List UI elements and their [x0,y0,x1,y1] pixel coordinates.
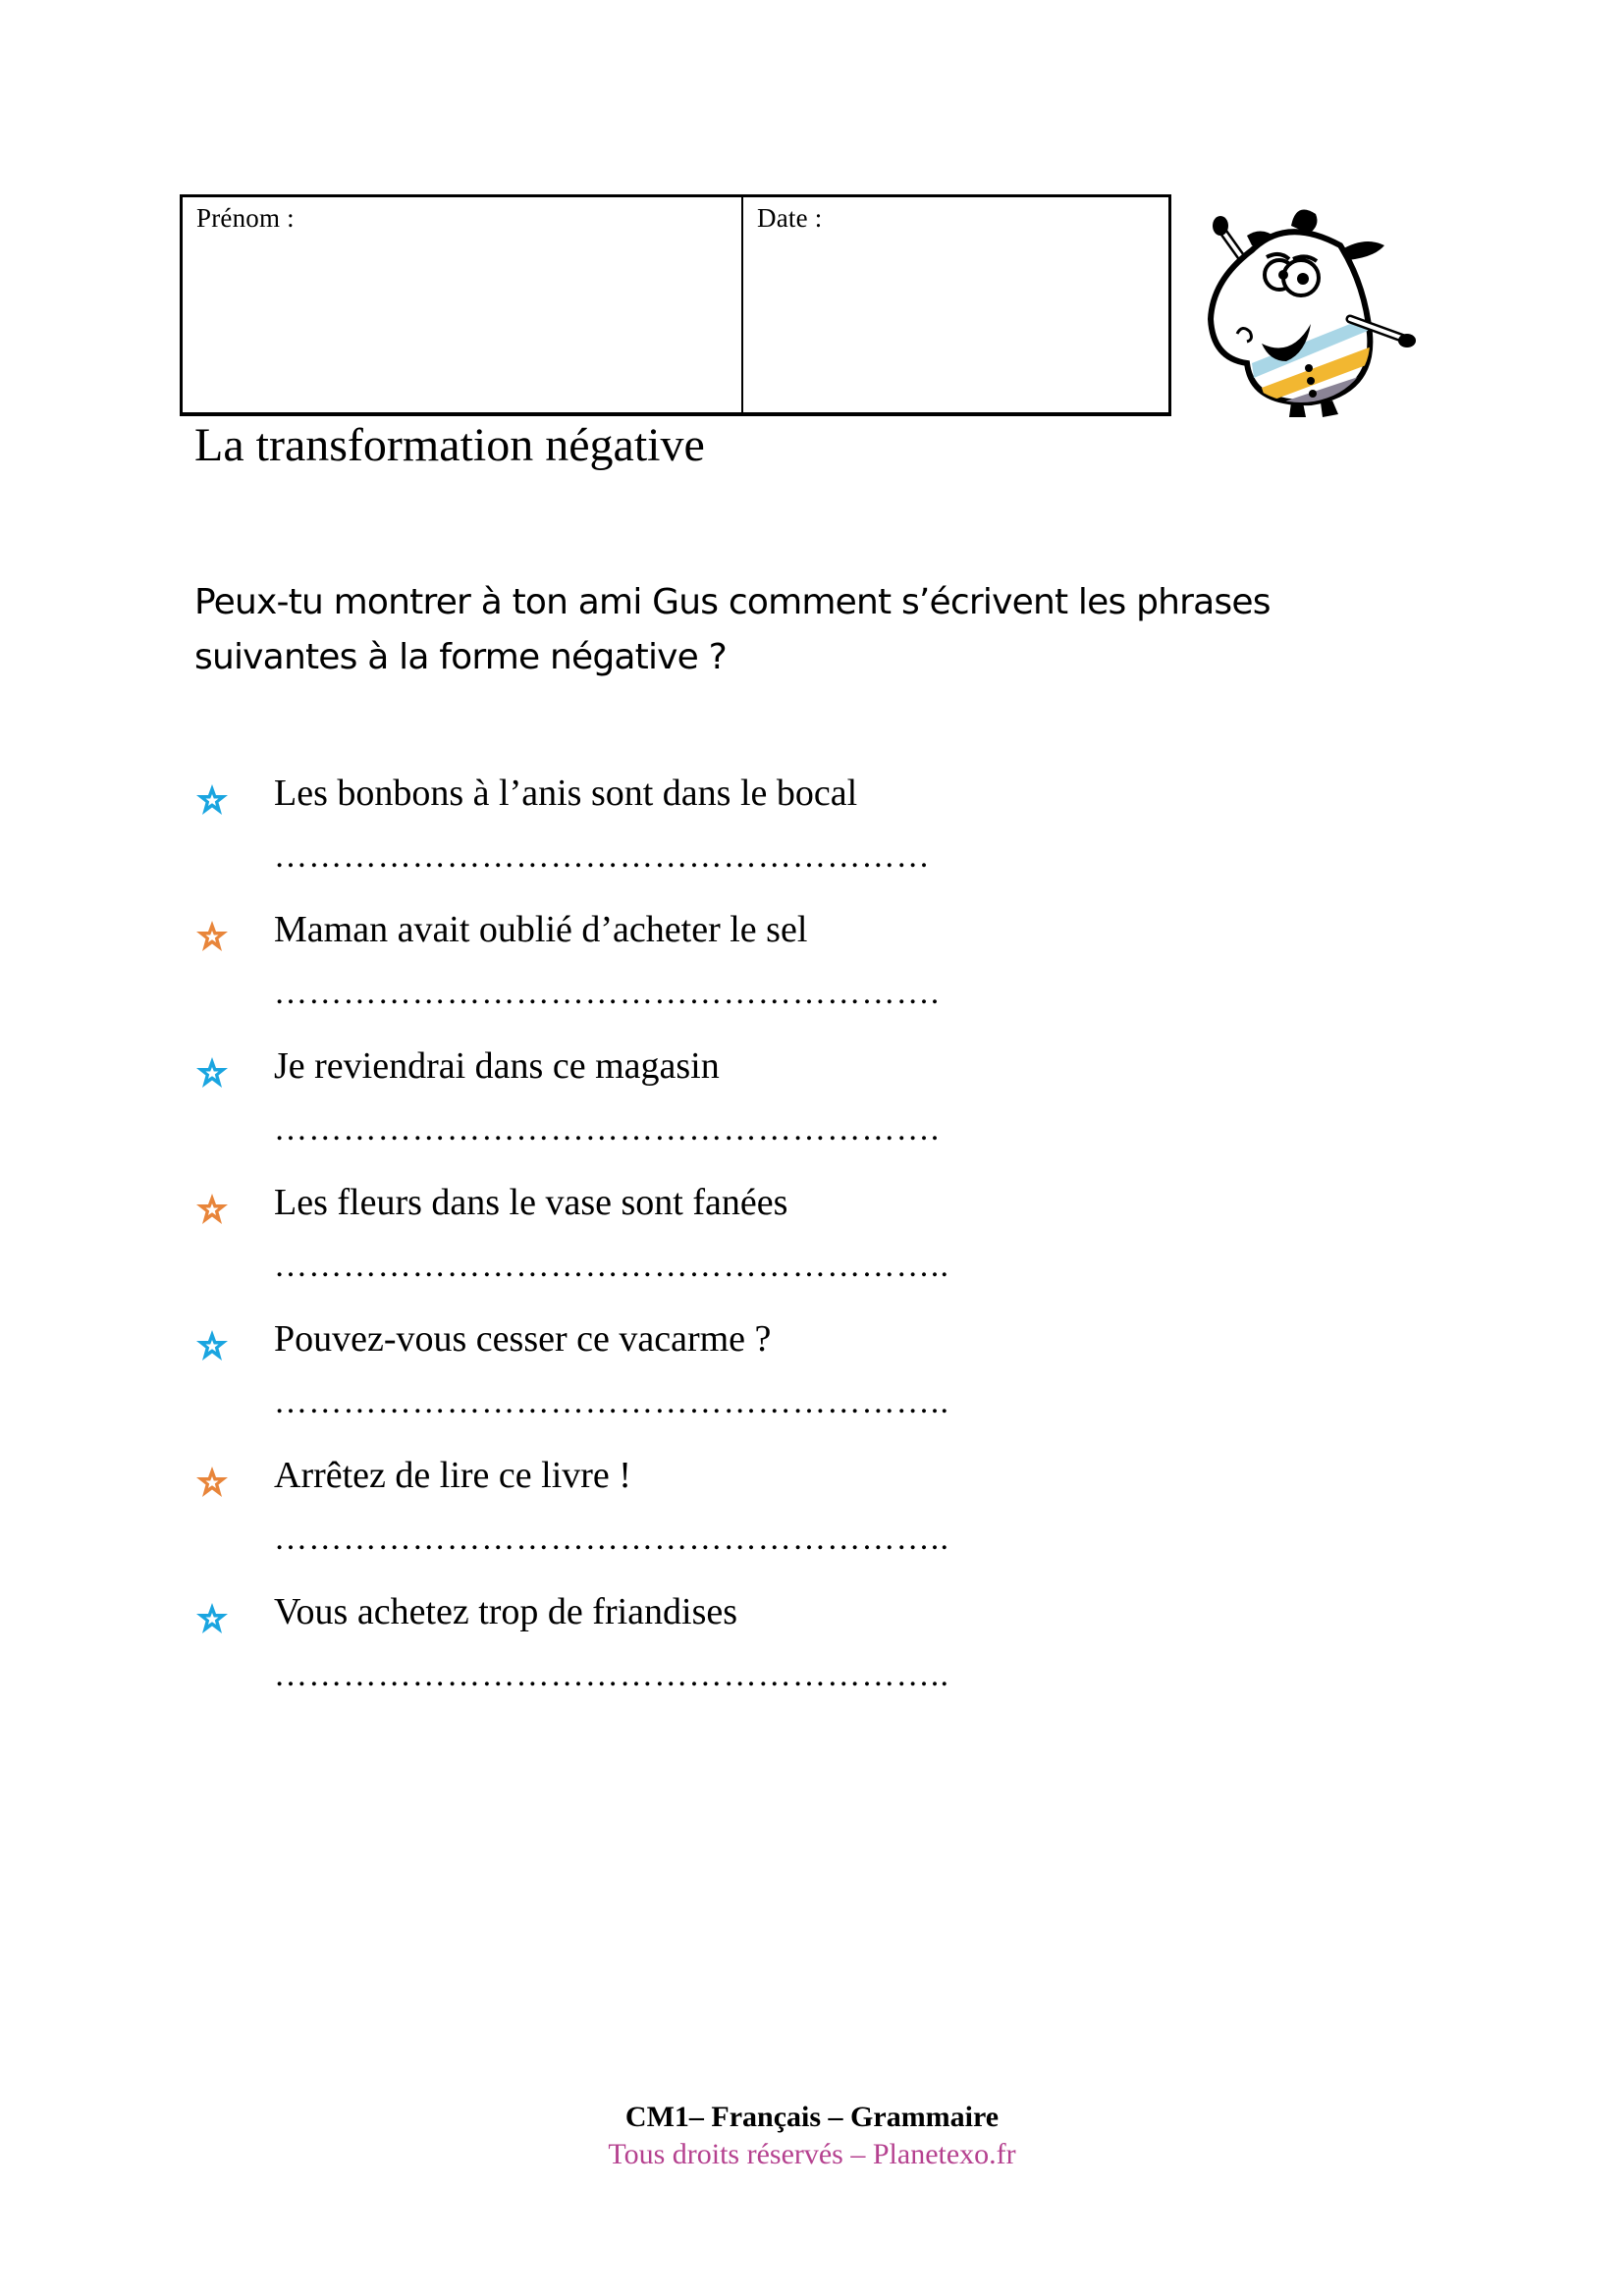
answer-line[interactable]: …………………………………………………. [274,1111,941,1148]
list-item [191,1182,1272,1321]
answer-line[interactable]: ………………………………………………….. [274,1657,950,1693]
list-item [191,1318,1272,1458]
list-item [191,775,1272,912]
answer-line[interactable]: ………………………………………………….. [274,1248,950,1284]
star-icon [195,1329,229,1362]
answer-line[interactable]: …………………………………………………. [274,975,941,1011]
sentence-text: Je reviendrai dans ce magasin [274,1045,720,1087]
footer-rights: Tous droits réservés – Planetexo.fr [608,2138,1016,2170]
star-icon [195,1602,229,1635]
list-item [191,1045,1272,1185]
name-field[interactable] [183,197,743,412]
star-icon [195,1056,229,1090]
sentence-text: Maman avait oublié d’acheter le sel [274,909,808,950]
date-label: Date : [757,203,823,233]
student-info-table [180,194,1171,416]
list-item [191,1591,1272,1731]
list-item [191,1455,1272,1594]
star-icon [195,783,229,817]
star-icon [195,1466,229,1499]
footer-course: CM1– Français – Grammaire [624,2101,1000,2133]
sentence-text: Les fleurs dans le vase sont fanées [274,1182,788,1223]
star-icon [195,1193,229,1226]
name-label: Prénom : [196,203,295,233]
answer-line[interactable]: ………………………………………………… [274,838,931,875]
list-item [191,909,1272,1048]
sentence-text: Arrêtez de lire ce livre ! [274,1455,631,1496]
star-icon [195,920,229,953]
worksheet-title: La transformation négative [194,419,705,471]
date-field[interactable] [743,197,1168,412]
gus-mascot-icon [1193,196,1419,422]
sentence-text: Pouvez-vous cesser ce vacarme ? [274,1318,772,1360]
instruction-text: Peux-tu montrer à ton ami Gus comment s’écrivent les phrases suivantes à la forme négative ? [194,582,1271,677]
exercise-list [191,775,1272,1731]
sentence-text: Vous achetez trop de friandises [274,1591,738,1632]
sentence-text: Les bonbons à l’anis sont dans le bocal [274,773,858,814]
answer-line[interactable]: ………………………………………………….. [274,1384,950,1420]
answer-line[interactable]: ………………………………………………….. [274,1521,950,1557]
